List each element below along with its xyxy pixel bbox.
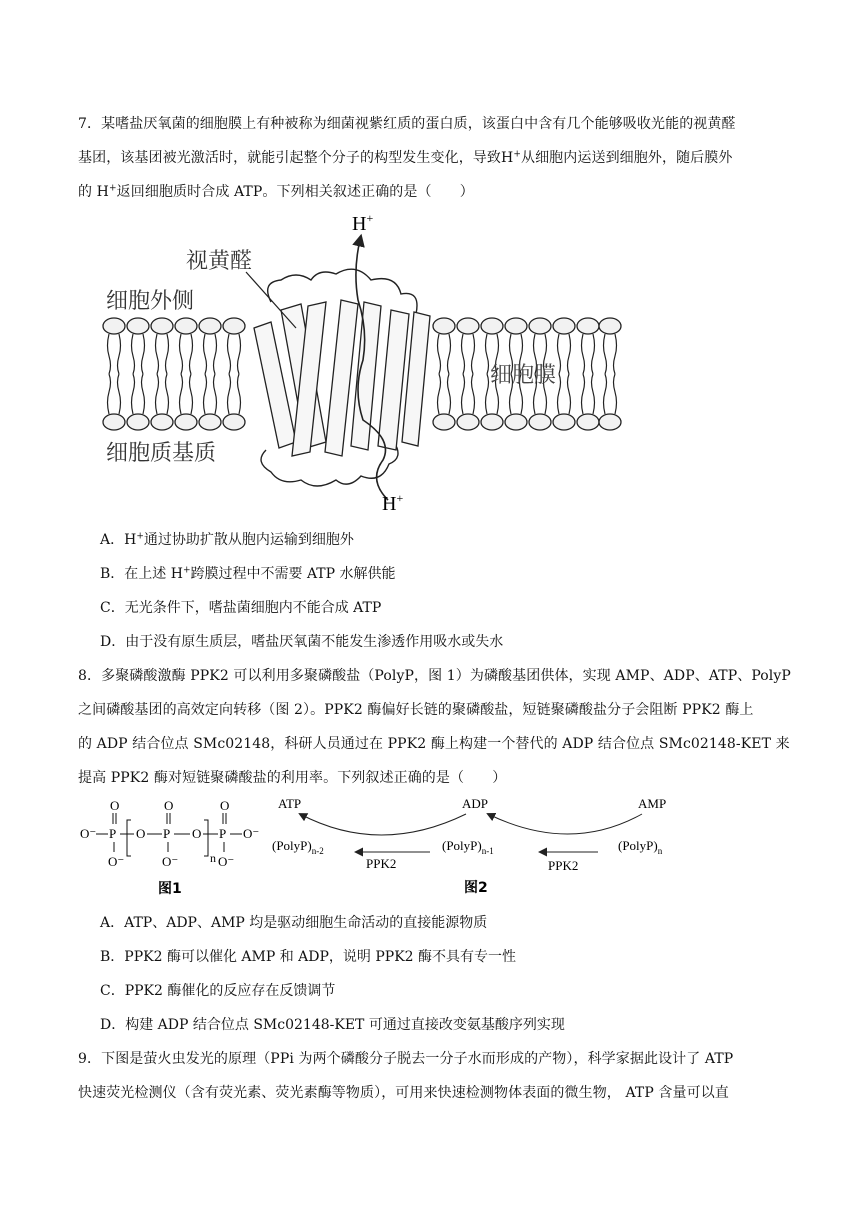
q7-line-2-rest: 从细胞内运送到细胞外，随后膜外 [520, 150, 733, 166]
opt-b-plus: + [182, 565, 191, 576]
opt-a-plus: + [136, 531, 144, 542]
opt-a-h: H [124, 532, 137, 548]
fig1-o-bottom-1: O⁻ [108, 854, 125, 869]
q8-line-4: 提高 PPK2 酶对短链聚磷酸盐的利用率。下列叙述正确的是（ ） [78, 770, 507, 786]
fig2-enzyme-right: PPK2 [548, 858, 579, 873]
retinal-pointer [246, 272, 296, 328]
fig2-atp: ATP [278, 796, 302, 811]
q7-line-3-rest: 返回细胞质时合成 ATP。下列相关叙述正确的是（ ） [116, 184, 474, 200]
q7-plus: + [513, 149, 521, 160]
fig2-arrow-adp-atp [300, 814, 466, 835]
label-outside: 细胞外侧 [106, 289, 195, 314]
fig1-o-right: O⁻ [243, 826, 260, 841]
label-membrane: 细胞膜 [490, 363, 557, 388]
q7-line-3-pre: 的 [78, 184, 93, 200]
q7-h-ion: H [501, 150, 514, 166]
fig1-n: n [210, 851, 216, 865]
fig1-p-1: P [109, 826, 117, 841]
q7-plus-2: + [108, 183, 117, 194]
phosphate-transfer-figure [270, 794, 690, 898]
fig1-o-bottom-3: O⁻ [218, 854, 235, 869]
label-retinal: 视黄醛 [186, 249, 253, 274]
q8-line-2: 之间磷酸基团的高效定向转移（图 2）。PPK2 酶偏好长链的聚磷酸盐，短链聚磷酸盐分子会阻断 PPK2 酶上 [78, 702, 754, 718]
fig2-adp: ADP [462, 796, 489, 811]
opt-b-pre: B．在上述 [100, 566, 167, 582]
q7-line-2-text: 基团，该基团被光激活时，就能引起整个分子的构型发生变化，导致 [78, 150, 501, 166]
q8-line-3: 的 ADP 结合位点 SMc02148，科研人员通过在 PPK2 酶上构建一个替代的 ADP 结合位点 SMc02148-KET 来 [78, 736, 790, 752]
q9-line-1: 9．下图是萤火虫发光的原理（PPi 为两个磷酸分子脱去一分子水而形成的产物），科学家据此设计了 ATP [78, 1051, 734, 1067]
fig1-caption: 图1 [158, 881, 182, 896]
polyp-structure-figure [80, 796, 280, 896]
fig1-p-3: P [219, 826, 227, 841]
q8-option-b: B．PPK2 酶可以催化 AMP 和 ADP，说明 PPK2 酶不具有专一性 [100, 949, 517, 965]
q8-option-a: A．ATP、ADP、AMP 均是驱动细胞生命活动的直接能源物质 [100, 915, 488, 931]
fig1-o-link-2: O [192, 826, 202, 841]
fig2-polyp-n: $(PolyP)_n$ [618, 838, 663, 856]
q7-h-ion-2: H [96, 184, 109, 200]
opt-b-h: H [170, 566, 183, 582]
fig1-o-top-3: O [220, 798, 230, 813]
fig1-o-link-1: O [136, 826, 146, 841]
opt-b-rest: 跨膜过程中不需要 ATP 水解供能 [190, 566, 396, 582]
q8-line-1: 8．多聚磷酸激酶 PPK2 可以利用多聚磷酸盐（PolyP，图 1）为磷酸基团供体，实现 AMP、ADP、ATP、PolyP [78, 668, 791, 684]
fig1-p-2: P [163, 826, 171, 841]
label-matrix: 细胞质基质 [106, 441, 217, 466]
opt-a-pre: A． [100, 532, 125, 548]
transmembrane-helices [254, 300, 430, 456]
q8-option-c: C．PPK2 酶催化的反应存在反馈调节 [100, 983, 336, 999]
label-h-top: H+ [352, 211, 374, 235]
q7-line-1: 7．某嗜盐厌氧菌的细胞膜上有种被称为细菌视紫红质的蛋白质，该蛋白中含有几个能够吸收光能的视黄醛 [78, 116, 736, 132]
q7-line-2 [78, 147, 732, 167]
q9-line-2: 快速荧光检测仪（含有荧光素、荧光素酶等物质），可用来快速检测物体表面的微生物， ATP 含量可以直 [78, 1085, 729, 1101]
fig2-polyp-n1: $(PolyP)_{n-1}$ [442, 838, 494, 856]
q7-option-c: C．无光条件下，嗜盐菌细胞内不能合成 ATP [100, 600, 382, 616]
fig1-o-top-2: O [164, 798, 174, 813]
fig2-caption: 图2 [464, 880, 488, 896]
fig1-o-top-1: O [110, 798, 120, 813]
fig1-o-left: O⁻ [80, 826, 97, 841]
q7-option-d: D．由于没有原生质层，嗜盐厌氧菌不能发生渗透作用吸水或失水 [100, 634, 504, 650]
fig1-o-bottom-2: O⁻ [162, 854, 179, 869]
fig2-arrow-amp-adp [488, 814, 642, 834]
fig2-enzyme-left: PPK2 [366, 856, 397, 871]
fig2-amp: AMP [638, 796, 667, 811]
q7-option-a [100, 529, 354, 549]
q8-option-d: D．构建 ADP 结合位点 SMc02148-KET 可通过直接改变氨基酸序列实现 [100, 1017, 565, 1033]
fig2-polyp-n2: $(PolyP)_{n-2}$ [272, 838, 324, 856]
opt-a-rest: 通过协助扩散从胞内运输到细胞外 [143, 532, 354, 548]
label-h-bottom: H+ [382, 491, 404, 515]
bacteriorhodopsin-figure [96, 210, 626, 520]
q7-line-3 [78, 181, 474, 201]
q7-option-b [100, 563, 396, 583]
